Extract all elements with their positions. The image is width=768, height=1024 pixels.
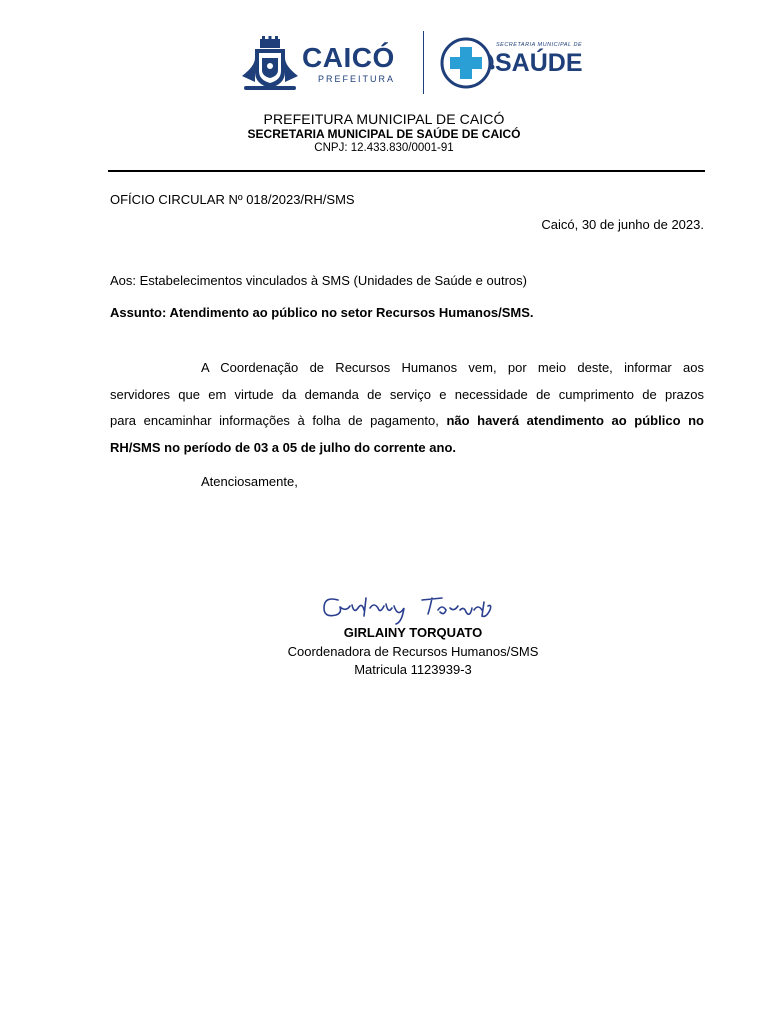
signer-name: GIRLAINY TORQUATO: [343, 625, 483, 640]
paragraph-line: A Coordenação de Recursos Humanos vem, por meio deste, informar aos: [201, 360, 704, 375]
caico-prefeitura-logo: [240, 36, 410, 94]
paragraph-line: servidores que em virtude da demanda de serviço e necessidade de cumprimento de prazos: [110, 386, 704, 402]
paragraph-text: para encaminhar informações à folha de pagamento,: [110, 413, 447, 428]
saude-wordmark: SAÚDE: [495, 49, 583, 77]
closing: Atenciosamente,: [201, 474, 298, 489]
header-divider: [108, 170, 705, 172]
header-cnpj: CNPJ: 12.433.830/0001-91: [314, 142, 454, 154]
caico-wordmark: CAICÓ: [302, 42, 395, 73]
document-date: Caicó, 30 de junho de 2023.: [541, 217, 704, 232]
paragraph-bold-text: não haverá atendimento ao público no: [446, 413, 704, 428]
signature-scribble-icon: [318, 588, 498, 628]
recipients: Aos: Estabelecimentos vinculados à SMS (Unidades de Saúde e outros): [110, 273, 527, 288]
handwritten-signature: [318, 588, 498, 628]
header-secretaria: SECRETARIA MUNICIPAL DE SAÚDE DE CAICÓ: [247, 127, 521, 141]
saude-top-label: SECRETARIA MUNICIPAL DE: [496, 42, 583, 48]
caico-coat-of-arms-icon: [240, 36, 300, 94]
paragraph-bold-text: RH/SMS no período de 03 a 05 de julho do corrente ano.: [110, 439, 456, 455]
paragraph-line: [110, 408, 704, 435]
subject: Assunto: Atendimento ao público no setor Recursos Humanos/SMS.: [110, 305, 534, 320]
body-paragraph: [110, 355, 704, 461]
logo-divider: [423, 31, 424, 94]
health-cross-icon: [440, 34, 496, 92]
header-prefeitura: PREFEITURA MUNICIPAL DE CAICÓ: [263, 111, 505, 127]
caico-prefeitura-label: PREFEITURA: [318, 74, 396, 84]
oficio-number: OFÍCIO CIRCULAR Nº 018/2023/RH/SMS: [110, 192, 355, 207]
saude-logo: [440, 34, 583, 92]
paragraph-line: [110, 435, 704, 462]
signer-role: Coordenadora de Recursos Humanos/SMS: [287, 644, 539, 659]
signer-matricula: Matricula 1123939-3: [354, 662, 472, 677]
